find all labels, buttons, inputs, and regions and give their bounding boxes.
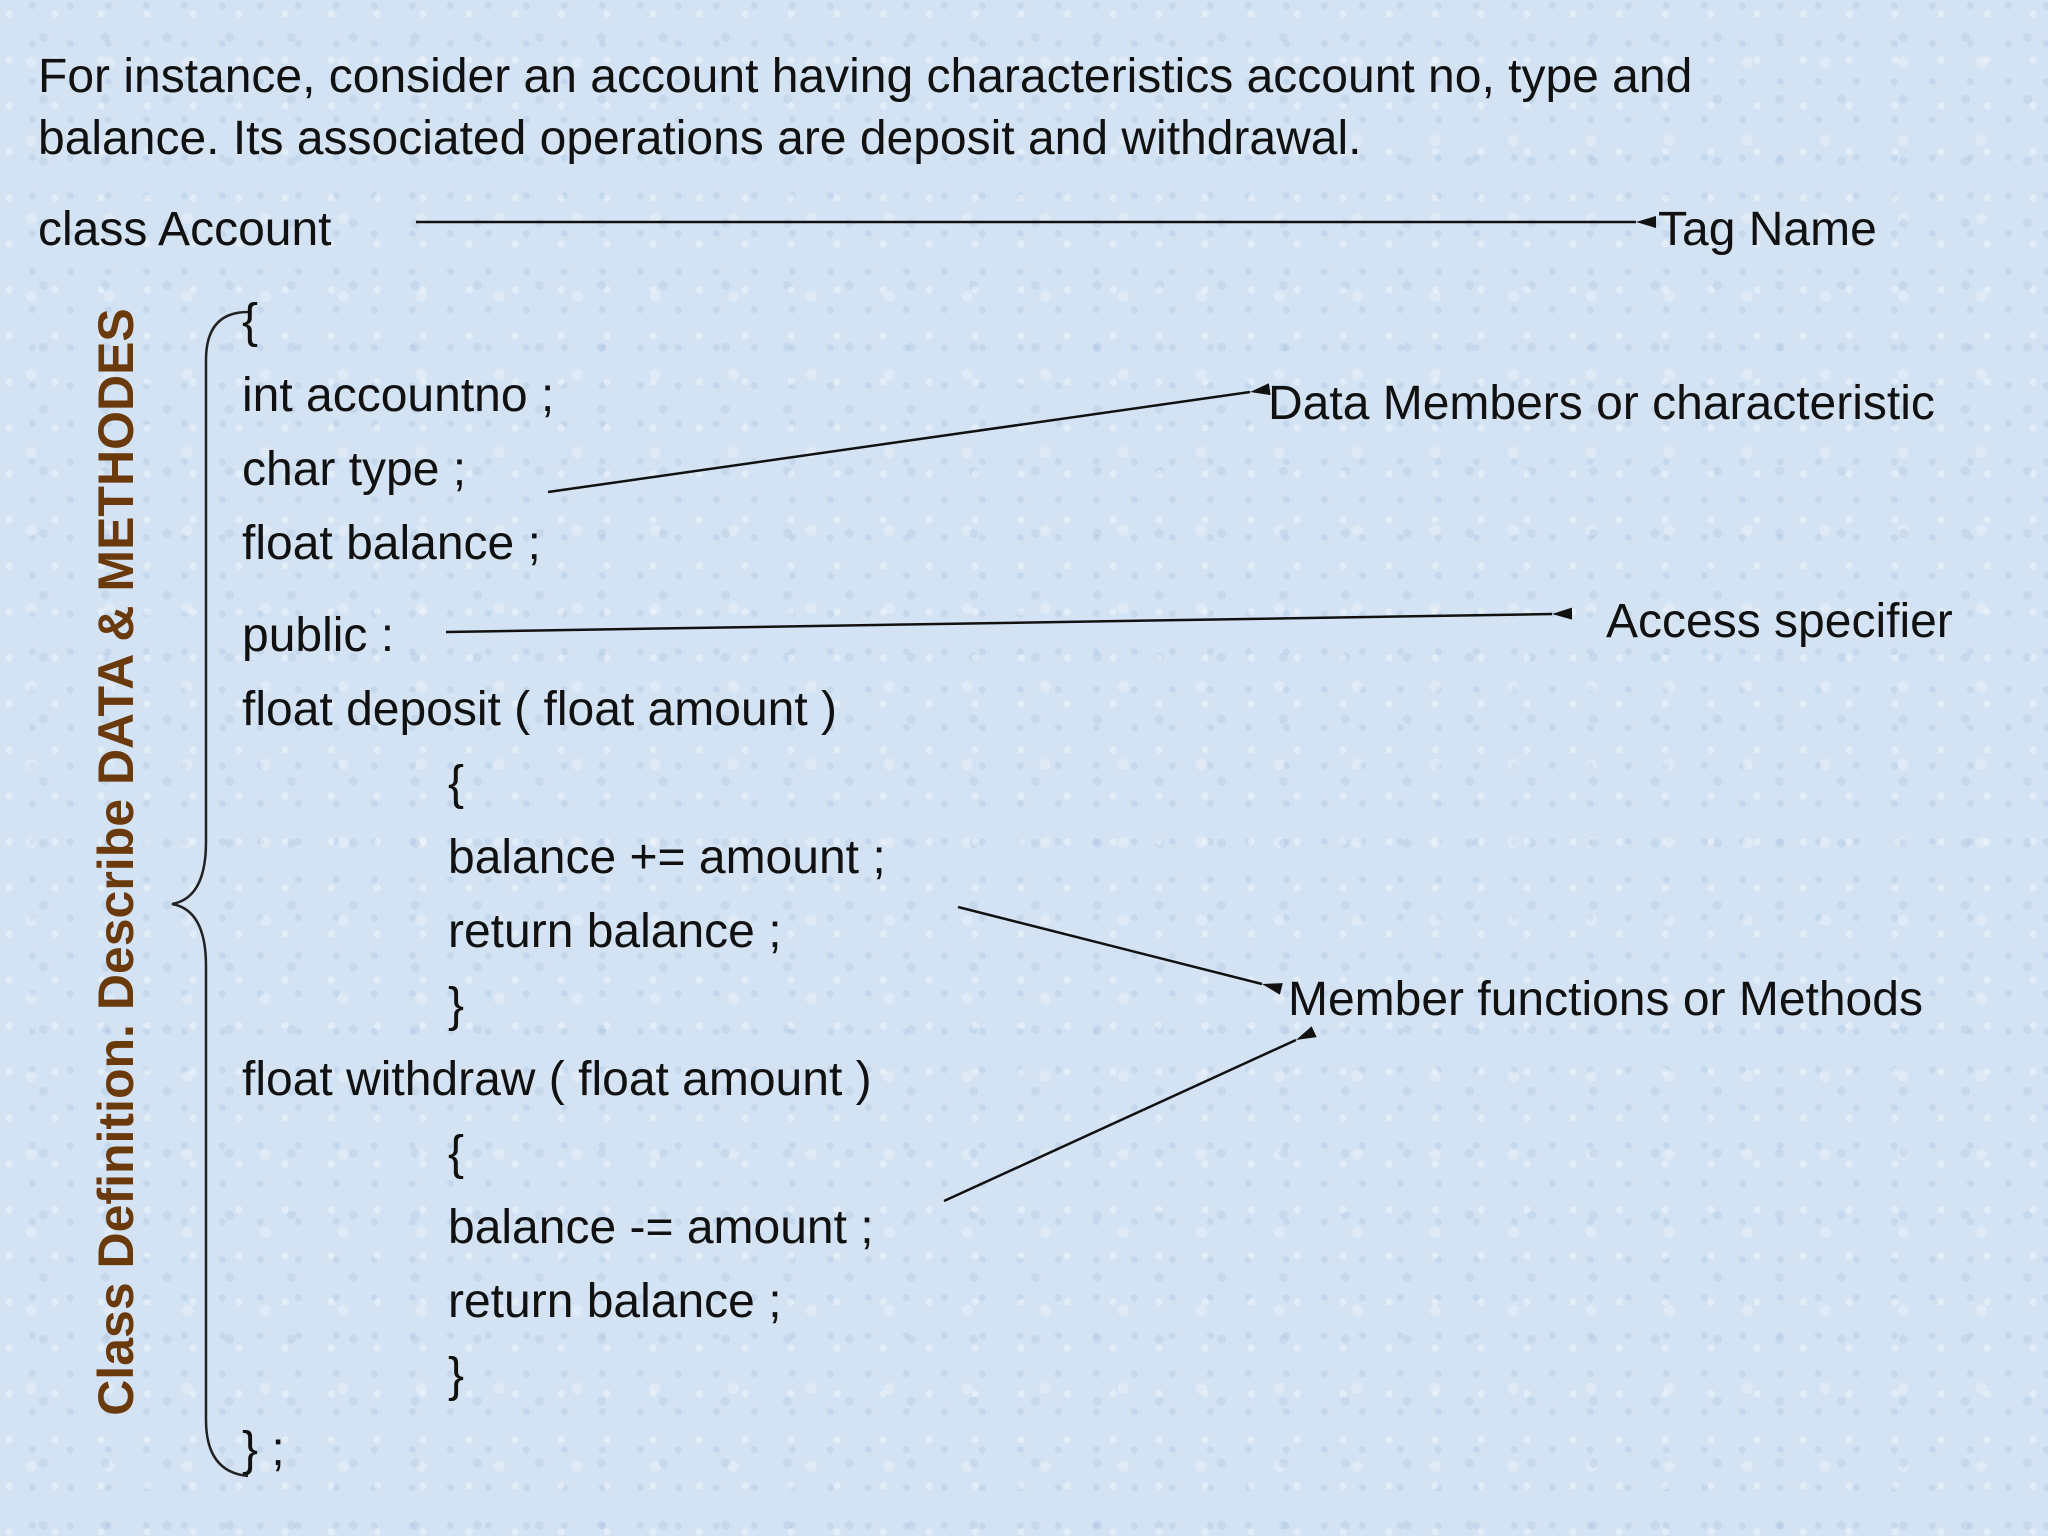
code-line: } <box>448 1349 465 1402</box>
code-line: { <box>448 757 465 810</box>
code-line: { <box>242 295 259 348</box>
code-line: int accountno ; <box>242 369 555 422</box>
code-line: public : <box>242 609 395 662</box>
label-tag-name: Tag Name <box>1658 203 1877 256</box>
class-header: class Account <box>38 203 332 256</box>
label-member-functions: Member functions or Methods <box>1288 973 1923 1026</box>
code-line: { <box>448 1127 465 1180</box>
code-line: char type ; <box>242 443 467 496</box>
code-line: float withdraw ( float amount ) <box>242 1053 872 1106</box>
code-line: float deposit ( float amount ) <box>242 683 837 736</box>
code-line: } <box>448 979 465 1032</box>
arrow-data-members <box>548 392 1250 492</box>
code-line: return balance ; <box>448 905 782 958</box>
code-line: balance += amount ; <box>448 831 886 884</box>
intro-line-1: For instance, consider an account having characteristics account no, type and <box>38 50 1693 103</box>
intro-line-2: balance. Its associated operations are deposit and withdrawal. <box>38 112 1362 165</box>
code-line: float balance ; <box>242 517 541 570</box>
side-title: Class Definition. Describe DATA & METHODES <box>88 308 144 1416</box>
code-line: } ; <box>242 1423 285 1476</box>
label-data-members: Data Members or characteristic <box>1268 377 1935 430</box>
label-access-specifier: Access specifier <box>1606 595 1953 648</box>
code-line: balance -= amount ; <box>448 1201 874 1254</box>
class-brace <box>172 312 248 1476</box>
arrow-access-specifier <box>446 614 1552 632</box>
arrow-method-withdraw <box>944 1040 1296 1201</box>
arrow-method-deposit <box>958 907 1262 984</box>
code-line: return balance ; <box>448 1275 782 1328</box>
